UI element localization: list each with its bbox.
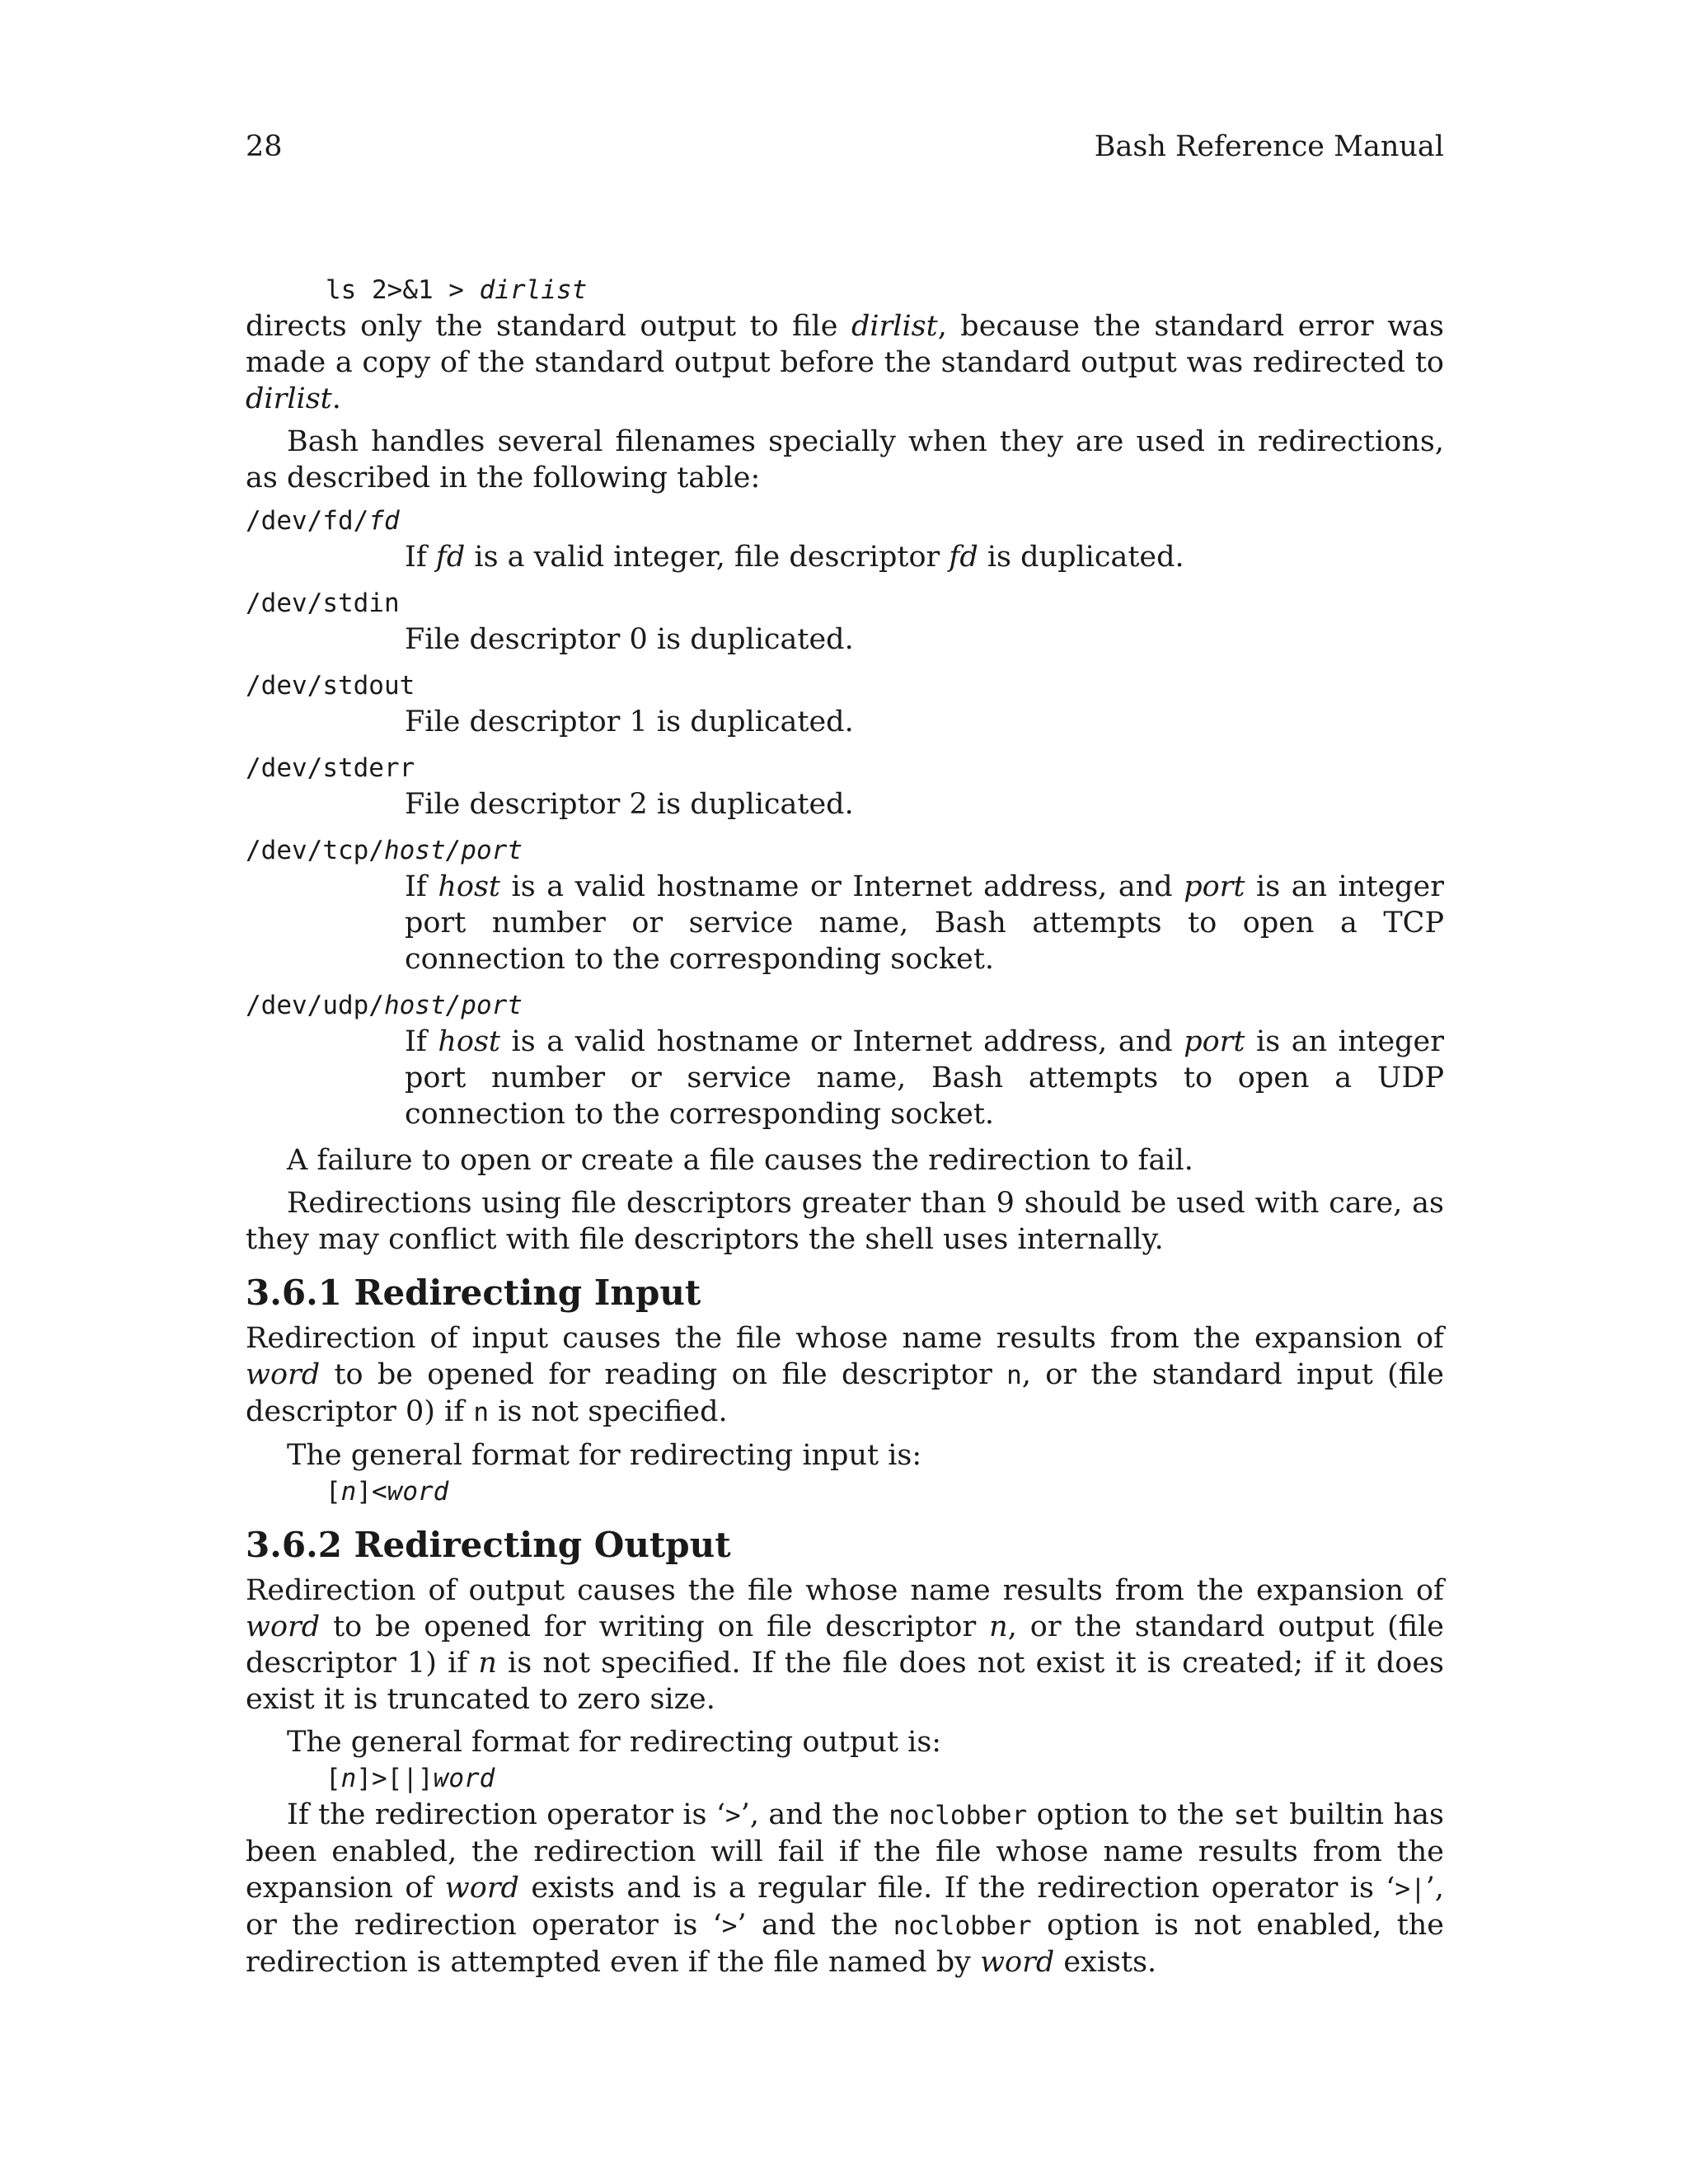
paragraph-noclobber: If the redirection operator is ‘>’, and the noclobber option to the set builtin has been enabled, the redirection will fail if the file whose name results from the expansion of word exists and is a regular file. If the redirection operator is ‘>|’, or the redirection operator is ‘>’ and the noclobber option is not enabled, the redirection is attempted even if the file named by word exists. xyxy=(246,1798,1445,1979)
desc-dev-tcp: If host is a valid hostname or Internet address, and port is an integer port number or service name, Bash attempts to open a TCP connection to the corresponding socket. xyxy=(405,870,1445,976)
paragraph-output-format: The general format for redirecting output is: xyxy=(287,1726,942,1759)
term-dev-fd: /dev/fd/fd xyxy=(246,506,400,536)
running-title: Bash Reference Manual xyxy=(1094,130,1444,163)
paragraph-input-format: The general format for redirecting input is: xyxy=(287,1439,922,1472)
page-body xyxy=(246,272,1444,1980)
paragraph-redirecting-output: Redirection of output causes the file whose name results from the expansion of word to be opened for writing on file descriptor n, or the standard output (file descriptor 1) if n is not specified. If the file does not exist it is created; if it does exist it is truncated to zero size. xyxy=(246,1574,1445,1716)
desc-dev-fd: If fd is a valid integer, file descriptor fd is duplicated. xyxy=(405,541,1184,574)
term-dev-stdin: /dev/stdin xyxy=(246,588,400,618)
heading-redirecting-input: 3.6.1 Redirecting Input xyxy=(246,1272,701,1313)
desc-dev-stderr: File descriptor 2 is duplicated. xyxy=(405,788,854,821)
page-number: 28 xyxy=(246,130,283,163)
heading-redirecting-output: 3.6.2 Redirecting Output xyxy=(246,1525,731,1565)
paragraph-fd-greater-than-9: Redirections using file descriptors greater than 9 should be used with care, as they may conflict with file descriptors the shell uses internally. xyxy=(246,1187,1444,1256)
paragraph-failure: A failure to open or create a file causes the redirection to fail. xyxy=(287,1144,1193,1177)
term-dev-tcp: /dev/tcp/host/port xyxy=(246,836,523,865)
code-input-format: [n]<word xyxy=(326,1477,449,1507)
desc-dev-udp: If host is a valid hostname or Internet address, and port is an integer port number or service name, Bash attempts to open a UDP connection to the corresponding socket. xyxy=(405,1025,1445,1131)
paragraph-redirecting-input: Redirection of input causes the file whose name results from the expansion of word to be opened for reading on file descriptor n, or the standard input (file descriptor 0) if n is not specified. xyxy=(246,1322,1444,1428)
code-example-dirlist: ls 2>&1 > dirlist xyxy=(326,275,588,305)
desc-dev-stdout: File descriptor 1 is duplicated. xyxy=(405,705,854,738)
term-dev-stdout: /dev/stdout xyxy=(246,671,415,701)
paragraph-special-filenames: Bash handles several filenames specially when they are used in redirections, as described in the following table: xyxy=(246,425,1444,494)
special-filenames-table xyxy=(246,503,1444,1132)
term-dev-udp: /dev/udp/host/port xyxy=(246,991,523,1020)
desc-dev-stdin: File descriptor 0 is duplicated. xyxy=(405,623,854,656)
term-dev-stderr: /dev/stderr xyxy=(246,753,415,783)
code-output-format: [n]>[|]word xyxy=(326,1764,495,1793)
paragraph-dirlist: directs only the standard output to file dirlist, because the standard error was made a copy of the standard output before the standard output was redirected to dirlist. xyxy=(246,310,1444,415)
